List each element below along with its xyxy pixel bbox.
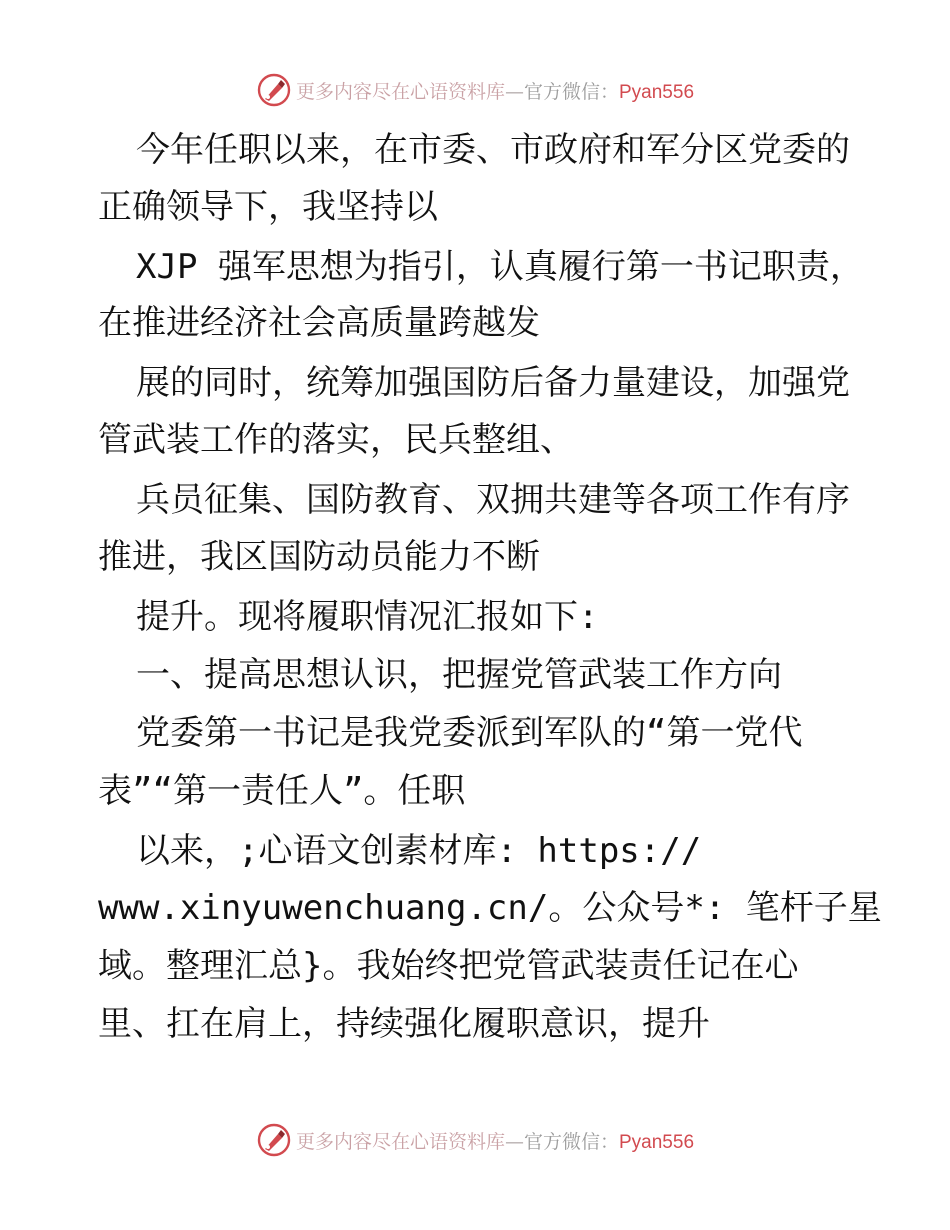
watermark-text (296, 1127, 694, 1154)
text-line: XJP 强军思想为指引，认真履行第一书记职责， (136, 247, 864, 287)
watermark-footer (0, 1120, 950, 1160)
watermark-wechat-id: Pyan556 (619, 81, 695, 103)
text-line: 正确领导下，我坚持以 (98, 187, 438, 227)
text-line: 提升。现将履职情况汇报如下: (136, 597, 599, 637)
watermark-separator: — (504, 80, 524, 103)
text-line: www.xinyuwenchuang.cn/。公众号*: 笔杆子星 (98, 888, 882, 928)
text-line: 里、扛在肩上，持续强化履职意识，提升 (98, 1004, 710, 1044)
pen-logo-icon (256, 72, 292, 108)
watermark-separator: — (504, 1130, 524, 1153)
text-line: 以来，;心语文创素材库: https:// (136, 831, 702, 871)
text-line: 展的同时，统筹加强国防后备力量建设，加强党 (136, 363, 850, 403)
watermark-title: 更多内容尽在心语资料库 (295, 1130, 505, 1153)
watermark-title: 更多内容尽在心语资料库 (295, 80, 505, 103)
text-line: 域。整理汇总}。我始终把党管武装责任记在心 (98, 946, 799, 986)
watermark-text (296, 77, 694, 104)
watermark-wechat-id: Pyan556 (619, 1131, 695, 1153)
watermark-header (0, 70, 950, 110)
text-line: 推进，我区国防动员能力不断 (98, 537, 540, 577)
watermark-wechat-label: 官方微信： (523, 1130, 619, 1153)
text-line: 今年任职以来，在市委、市政府和军分区党委的 (136, 130, 850, 170)
section-heading: 一、提高思想认识，把握党管武装工作方向 (136, 655, 782, 695)
text-line: 管武装工作的落实，民兵整组、 (98, 420, 574, 460)
text-line: 表”“第一责任人”。任职 (98, 771, 466, 811)
pen-logo-icon (256, 1122, 292, 1158)
watermark-wechat-label: 官方微信： (523, 80, 619, 103)
text-line: 在推进经济社会高质量跨越发 (98, 303, 540, 343)
text-line: 兵员征集、国防教育、双拥共建等各项工作有序 (136, 480, 850, 520)
text-line: 党委第一书记是我党委派到军队的“第一党代 (136, 713, 803, 753)
